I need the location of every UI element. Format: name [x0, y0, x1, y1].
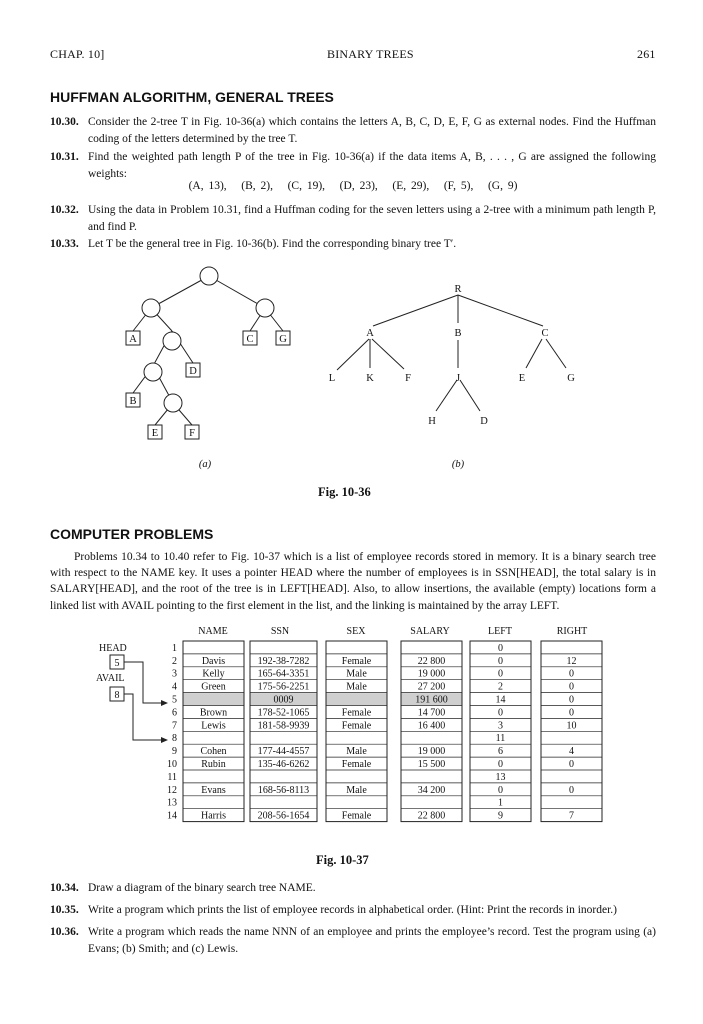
problem-text: Using the data in Problem 10.31, find a Huffman coding for the seven letters using a 2-tree with a minimum path length P, and find P.: [88, 204, 656, 233]
node-label-e: E: [151, 428, 159, 439]
problem-text: Draw a diagram of the binary search tree NAME.: [88, 882, 316, 894]
table-cell-salary: 19 000: [417, 668, 446, 680]
table-cell-ssn: 178-52-1065: [257, 707, 310, 719]
row-index: 2: [172, 655, 177, 667]
table-cell-right: 0: [569, 759, 574, 770]
column-header-left: LEFT: [488, 626, 512, 637]
figure-caption-10-36: Fig. 10-36: [318, 485, 371, 499]
tree-a-internal-node: [164, 394, 182, 412]
table-cell-sex: Female: [341, 655, 372, 667]
table-cell-left: 0: [498, 759, 503, 770]
tree-b-node-b: B: [454, 328, 462, 339]
table-cell-sex: Female: [341, 759, 372, 770]
column-header-name: NAME: [198, 626, 228, 637]
column-header-right: RIGHT: [556, 626, 588, 637]
table-cell-right: 0: [569, 707, 574, 719]
table-cell-name: Lewis: [201, 720, 226, 732]
table-cell-sex: Male: [346, 784, 367, 796]
row-index: 11: [167, 771, 177, 783]
weights-list: (A, 13), (B, 2), (C, 19), (D, 23), (E, 29), (F, 5), (G, 9): [188, 180, 518, 192]
table-cell-left: 2: [498, 681, 503, 693]
problem-text: Find the weighted path length P of the tree in Fig. 10-36(a) if the data items A, B, . . . , G are assigned the following weights:: [88, 151, 656, 180]
table-cell-left: 13: [495, 771, 506, 783]
tree-b-node-j: J: [455, 373, 461, 384]
table-cell-salary: 34 200: [417, 784, 446, 796]
node-label-a: A: [129, 334, 137, 345]
table-cell-ssn: 192-38-7282: [257, 655, 310, 667]
row-index: 14: [167, 810, 177, 822]
table-cell-left: 14: [495, 694, 506, 706]
table-cell-salary: 19 000: [417, 746, 446, 758]
problem-text: Write a program which prints the list of employee records in alphabetical order. (Hint: Print the records in inorder.): [88, 904, 618, 916]
table-cell-ssn: 135-46-6262: [257, 759, 310, 770]
head-row-highlight: [184, 693, 244, 705]
avail-value: 8: [114, 690, 120, 701]
table-cell-salary: 22 800: [417, 810, 446, 822]
tree-a-internal-node: [256, 299, 274, 317]
problem-number: 10.32.: [50, 204, 79, 216]
table-cell-left: 0: [498, 642, 503, 654]
table-cell-ssn: 181-58-9939: [257, 720, 310, 732]
table-cell-ssn: 175-56-2251: [257, 681, 310, 693]
problem-10-33: [50, 236, 656, 253]
node-label-g: G: [279, 334, 287, 345]
problem-text: Consider the 2-tree T in Fig. 10-36(a) which contains the letters A, B, C, D, E, F, G as external nodes. Find the Huffman coding of the letters determined by the tree T.: [88, 116, 656, 145]
problem-10-30: [50, 114, 656, 147]
column-header-ssn: SSN: [270, 626, 290, 637]
table-cell-right: 12: [566, 655, 577, 667]
tree-b-node-g: G: [567, 373, 575, 384]
row-index: 8: [172, 733, 177, 745]
table-cell-right: 0: [569, 668, 574, 680]
column-header-sex: SEX: [346, 626, 366, 637]
table-cell-name: Evans: [201, 784, 226, 796]
table-cell-left: 6: [498, 746, 503, 758]
table-cell-salary: 16 400: [417, 720, 446, 732]
table-cell-name: Harris: [201, 810, 226, 822]
table-cell-sex: Female: [341, 707, 372, 719]
problem-number: 10.36.: [50, 926, 79, 938]
table-cell-name: Green: [201, 681, 226, 693]
table-cell-left: 1: [498, 797, 503, 809]
tree-b-node-h: H: [428, 416, 436, 427]
tree-a-internal-node: [144, 363, 162, 381]
row-index: 9: [172, 746, 177, 758]
row-index: 7: [172, 720, 177, 732]
table-cell-right: 10: [566, 720, 577, 732]
subcaption-b: (b): [451, 459, 465, 470]
tree-b-node-k: K: [366, 373, 374, 384]
section-title-huffman: HUFFMAN ALGORITHM, GENERAL TREES: [50, 89, 334, 105]
table-cell-left: 0: [498, 655, 503, 667]
subcaption-a: (a): [198, 459, 212, 470]
head-row-highlight: [327, 693, 387, 705]
node-label-d: D: [189, 366, 197, 377]
table-cell-right: 7: [569, 810, 574, 822]
table-cell-left: 11: [495, 733, 506, 745]
problem-text: Let T be the general tree in Fig. 10-36(b). Find the corresponding binary tree T′.: [88, 238, 457, 250]
node-label-b: B: [129, 396, 137, 407]
tree-b-node-d: D: [480, 416, 488, 427]
table-cell-left: 0: [498, 784, 503, 796]
column-header-salary: SALARY: [410, 626, 450, 637]
running-header-chapter: CHAP. 10]: [50, 47, 105, 61]
figure-10-36: [0, 255, 703, 480]
tree-b-node-e: E: [518, 373, 526, 384]
table-cell-sex: Male: [346, 746, 367, 758]
problem-10-36: [50, 924, 656, 957]
tree-b-node-r: R: [454, 284, 462, 295]
table-cell-name: Brown: [199, 707, 228, 719]
row-index: 12: [167, 784, 177, 796]
table-cell-sex: Female: [341, 810, 372, 822]
table-cell-right: 0: [569, 784, 574, 796]
table-cell-ssn: 208-56-1654: [257, 810, 310, 822]
problem-number: 10.30.: [50, 116, 79, 128]
table-cell-left: 3: [498, 720, 503, 732]
head-value: 5: [114, 658, 120, 669]
tree-a-internal-node: [200, 267, 218, 285]
problem-text: Write a program which reads the name NNN of an employee and prints the employee’s record. Test the program using (a) Evans; (b) Smith; and (c) Lewis.: [88, 926, 656, 955]
tree-b-node-c: C: [541, 328, 549, 339]
table-cell-left: 0: [498, 668, 503, 680]
head-label: HEAD: [99, 643, 127, 654]
table-cell-right: 4: [569, 746, 574, 758]
problem-10-34: [50, 880, 656, 897]
table-cell-name: Rubin: [201, 759, 226, 770]
node-label-f: F: [189, 428, 195, 439]
problem-10-31: [50, 149, 656, 182]
table-cell-left: 0: [498, 707, 503, 719]
intro-paragraph: Problems 10.34 to 10.40 refer to Fig. 10-37 which is a list of employee records stored in memory. It is a binary search tree with respect to the NAME key. It uses a pointer HEAD where the number of employees is in SSN[HEAD], the total salary is in SALARY[HEAD], and the root of the tree is in LEFT[HEAD]. Also, to allow insertions, the available (empty) locations form a linked list with AVAIL pointing to the first element in the list, and the linking is maintained by the array LEFT.: [50, 551, 656, 612]
tree-b-node-a: A: [366, 328, 374, 339]
problem-number: 10.31.: [50, 151, 79, 163]
row-index: 13: [167, 797, 177, 809]
tree-a-internal-node: [163, 332, 181, 350]
table-cell-left: 9: [498, 810, 503, 822]
table-cell-right: 0: [569, 694, 574, 706]
page-number: 261: [637, 47, 656, 61]
table-cell-name: Davis: [201, 655, 226, 667]
problem-number: 10.34.: [50, 882, 79, 894]
tree-a-internal-node: [142, 299, 160, 317]
table-cell-salary: 191 600: [415, 694, 448, 706]
table-cell-ssn: 177-44-4557: [257, 746, 310, 758]
tree-b-node-l: L: [328, 373, 336, 384]
table-cell-salary: 27 200: [417, 681, 446, 693]
row-index: 3: [172, 668, 177, 680]
table-cell-ssn: 165-64-3351: [257, 668, 310, 680]
section-title-computer-problems: COMPUTER PROBLEMS: [50, 526, 214, 542]
figure-10-37: [0, 620, 703, 835]
table-cell-salary: 14 700: [417, 707, 446, 719]
problem-10-35: [50, 902, 656, 919]
row-index: 6: [172, 707, 177, 719]
table-cell-sex: Female: [341, 720, 372, 732]
table-cell-ssn: 0009: [273, 694, 294, 706]
table-cell-right: 0: [569, 681, 574, 693]
table-cell-sex: Male: [346, 668, 367, 680]
problem-10-32: [50, 202, 656, 235]
problem-number: 10.33.: [50, 238, 79, 250]
row-index: 4: [172, 681, 177, 693]
node-label-c: C: [246, 334, 254, 345]
figure-caption-10-37: Fig. 10-37: [316, 853, 369, 867]
problem-number: 10.35.: [50, 904, 79, 916]
row-index: 1: [172, 642, 177, 654]
avail-label: AVAIL: [96, 673, 125, 684]
table-cell-ssn: 168-56-8113: [257, 784, 310, 796]
table-cell-salary: 22 800: [417, 655, 446, 667]
row-index: 5: [172, 694, 177, 706]
table-cell-salary: 15 500: [417, 759, 446, 770]
running-header-title: BINARY TREES: [327, 47, 414, 61]
row-index: 10: [167, 759, 177, 770]
table-cell-sex: Male: [346, 681, 367, 693]
table-cell-name: Kelly: [202, 668, 225, 680]
tree-b-node-f: F: [405, 373, 411, 384]
table-cell-name: Cohen: [200, 746, 227, 758]
